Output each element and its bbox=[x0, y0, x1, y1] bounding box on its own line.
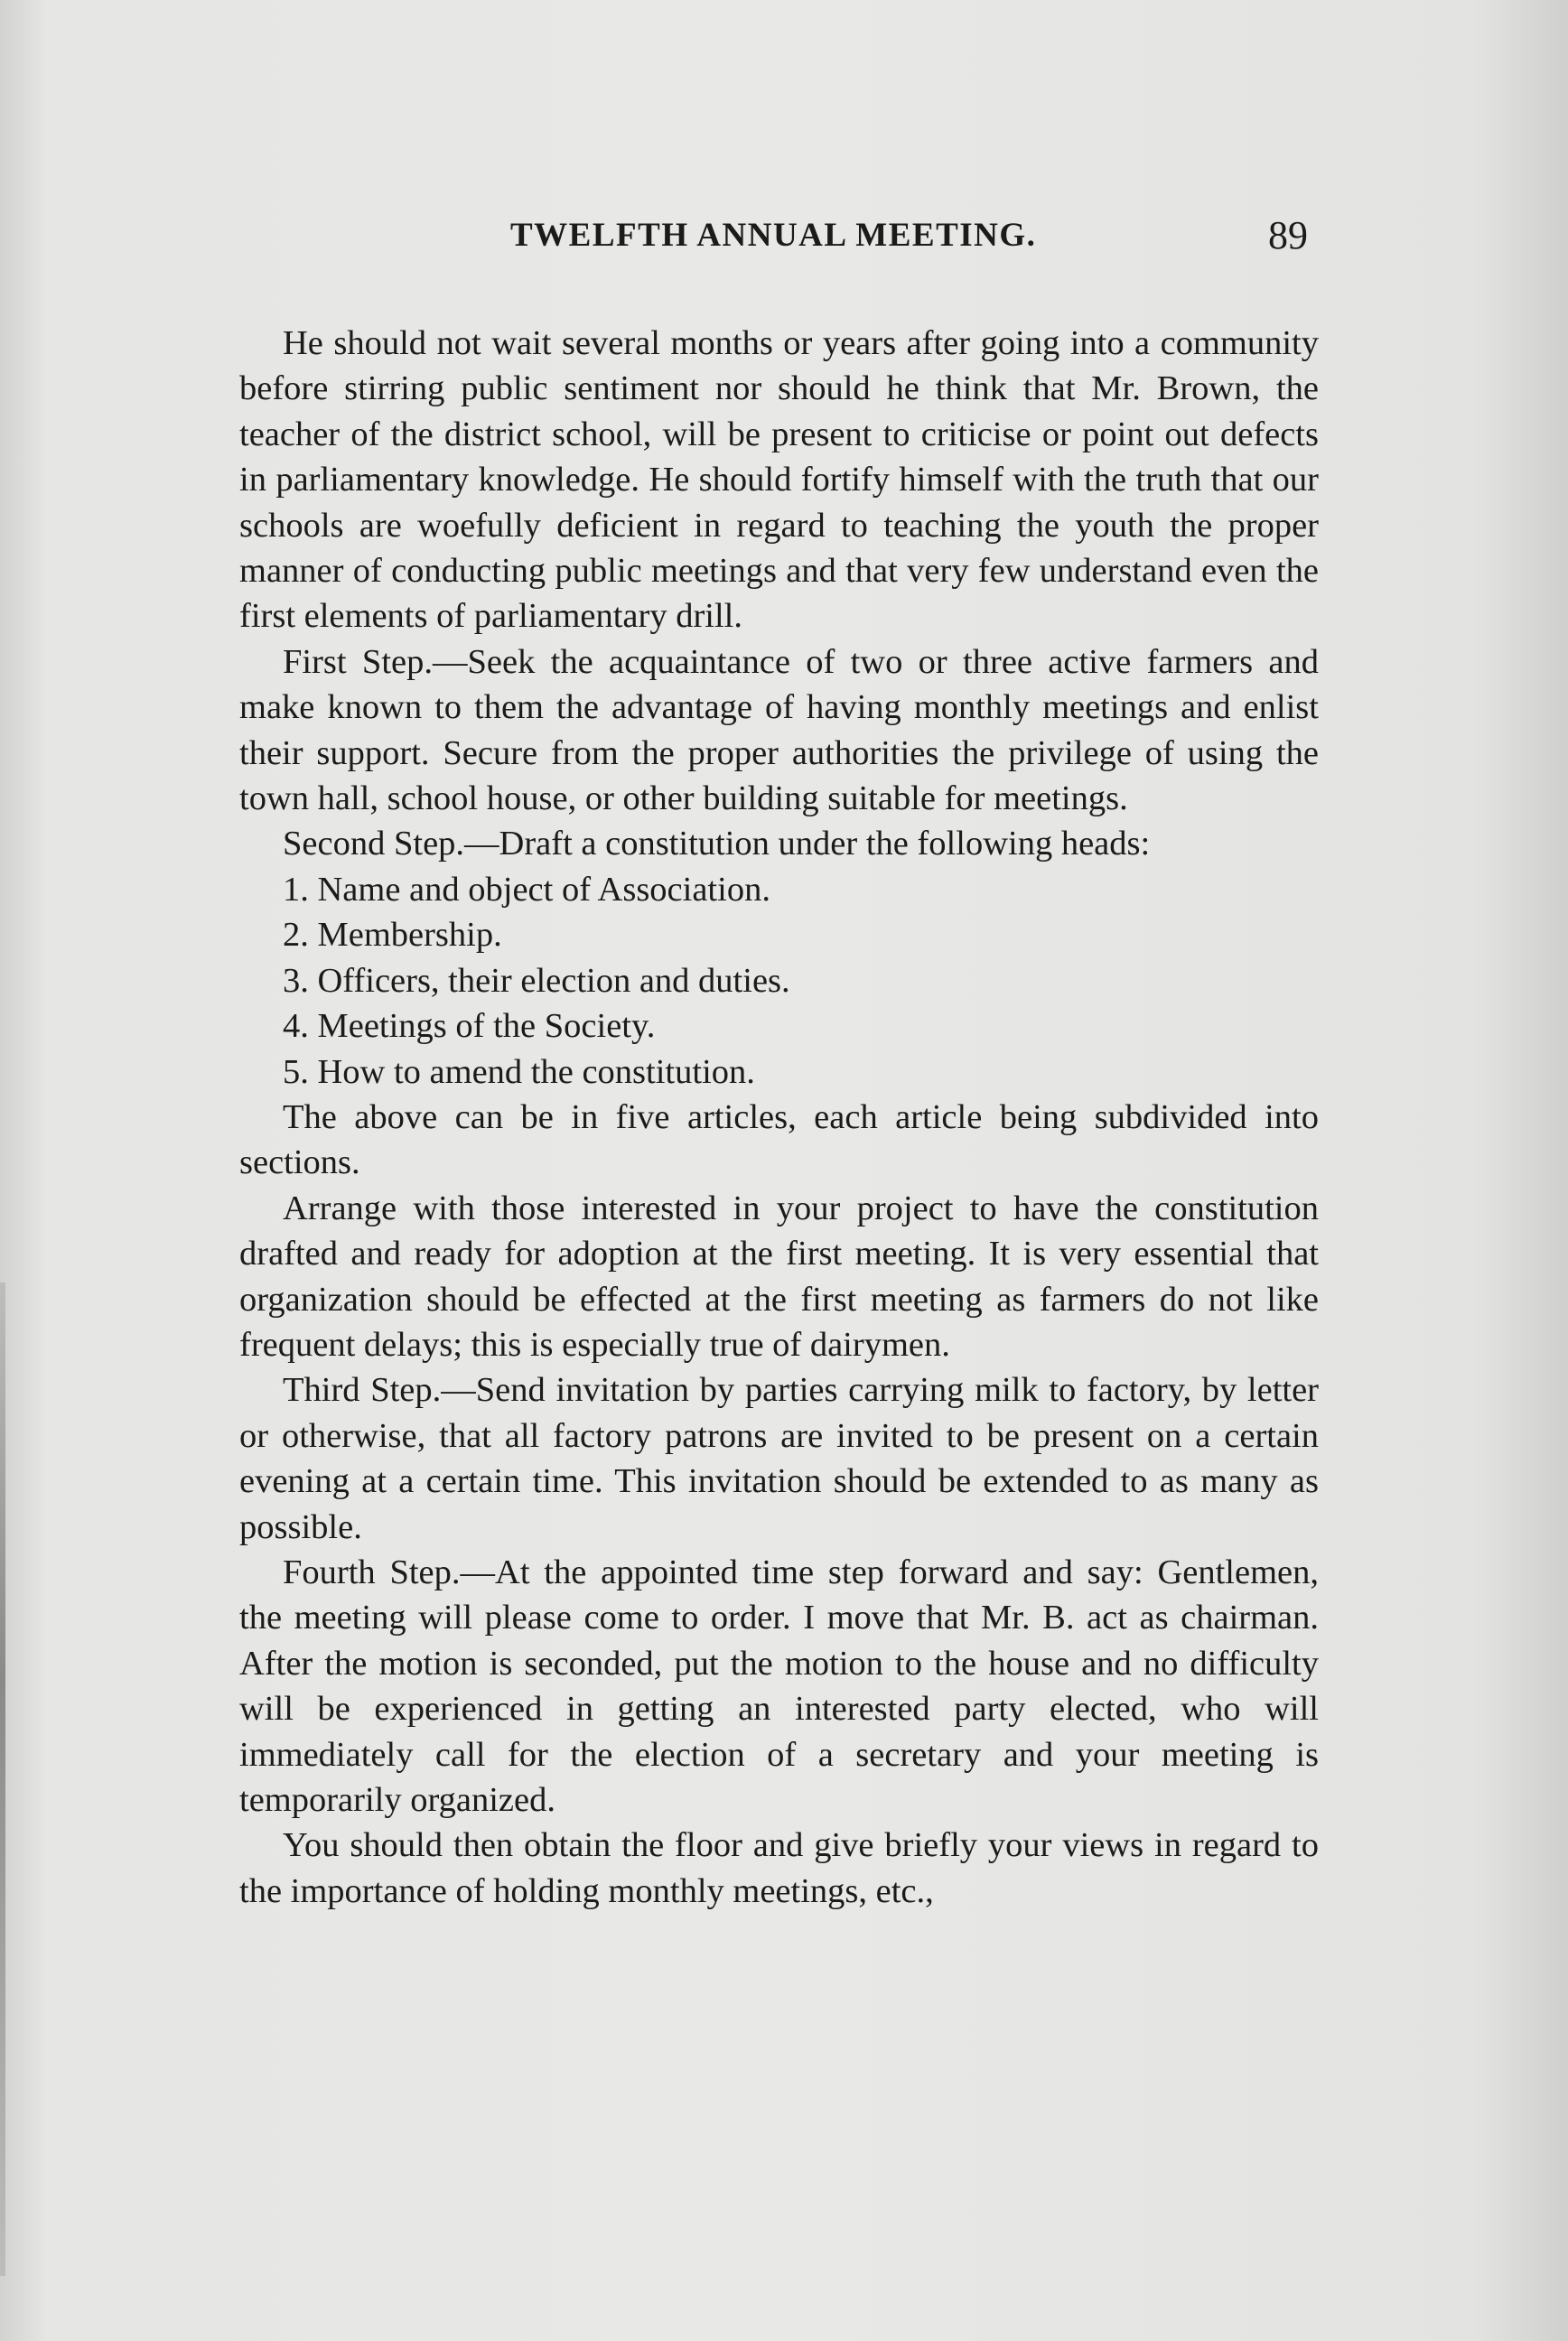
list-item: 5. How to amend the constitution. bbox=[283, 1052, 755, 1091]
paragraph-third-step: Third Step.—Send invitation by parties carrying milk to factory, by letter or otherwise, that all factory patrons are invited to be present on a certain evening at a certain time. This invitation should be extended to as many as possible. bbox=[239, 1371, 1319, 1546]
paragraph-fourth-step: Fourth Step.—At the appointed time step forward and say: Gentlemen, the meeting will please come to order. I move that Mr. B. act as chairman. After the motion is seconded, put the motion to the house and no difficulty will be experienced in getting an interested party elected, who will immediately call for the election of a secretary and your meeting is temporarily organized. bbox=[239, 1553, 1319, 1819]
running-head: TWELFTH ANNUAL MEETING. bbox=[510, 217, 1037, 254]
paragraph-first-step: First Step.—Seek the acquaintance of two or three active farmers and make known to them the advantage of having monthly meetings and enlist their support. Secure from the proper authorities the privilege of using the town hall, school house, or other building suitable for meetings. bbox=[239, 642, 1319, 818]
paragraph: You should then obtain the floor and give briefly your views in regard to the importance of holding monthly meetings, etc., bbox=[239, 1826, 1319, 1910]
paragraph-second-step: Second Step.—Draft a constitution under the following heads: bbox=[283, 825, 1151, 863]
list-item: 1. Name and object of Association. bbox=[283, 870, 770, 909]
body-text bbox=[239, 321, 1319, 1914]
page-edge-shadow bbox=[0, 1282, 5, 2276]
page-number: 89 bbox=[1268, 213, 1308, 257]
paragraph: Arrange with those interested in your project to have the constitution drafted and ready for adoption at the first meeting. It is very essential that organization should be effected at the first meeting as farmers do not like frequent delays; this is especially true of dairymen. bbox=[239, 1189, 1319, 1364]
constitution-heads-list bbox=[239, 867, 1319, 1095]
page-header bbox=[239, 210, 1319, 274]
list-item: 2. Membership. bbox=[283, 916, 502, 955]
paragraph: The above can be in five articles, each article being subdivided into sections. bbox=[239, 1097, 1319, 1182]
list-item: 4. Meetings of the Society. bbox=[283, 1007, 656, 1046]
list-item: 3. Officers, their election and duties. bbox=[283, 961, 790, 1000]
paragraph: He should not wait several months or years after going into a community before stirring public sentiment nor should he think that Mr. Brown, the teacher of the district school, will be present to criticise or point out defects in parliamentary knowledge. He should fortify himself with the truth that our schools are woefully deficient in regard to teaching the youth the proper manner of conducting public meetings and that very few understand even the first elements of parliamentary drill. bbox=[239, 324, 1319, 636]
